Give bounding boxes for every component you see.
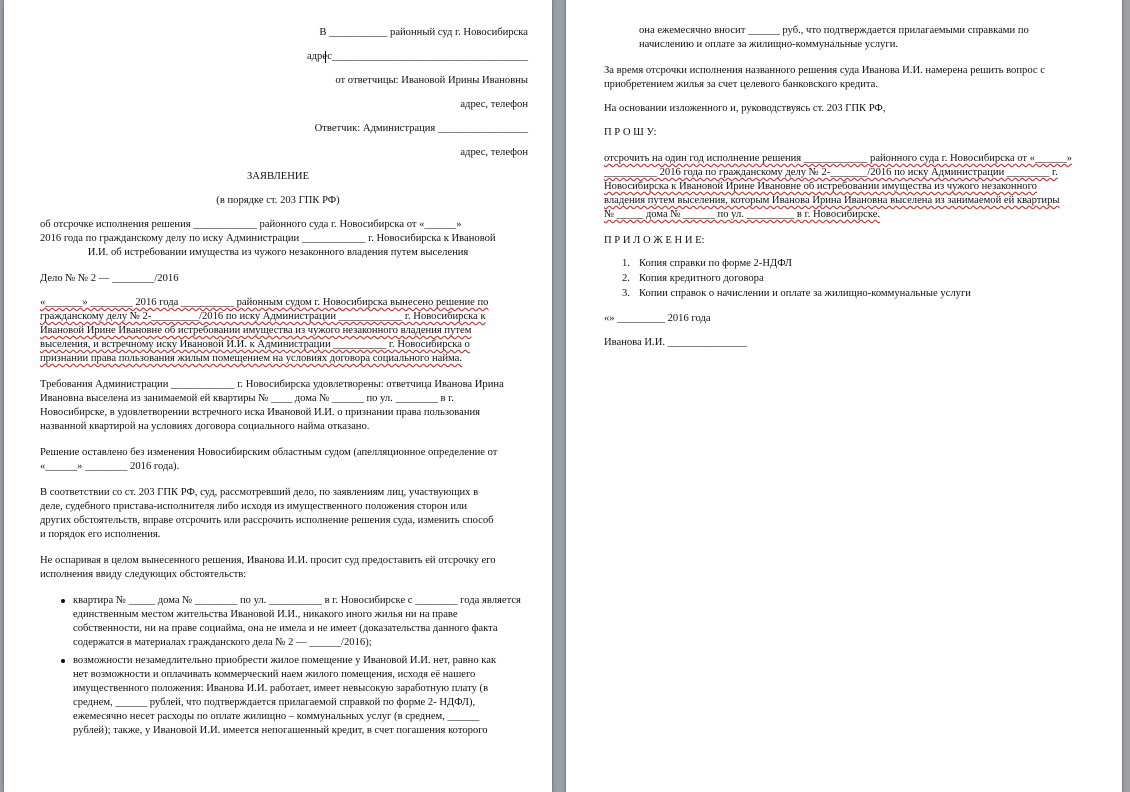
paragraph-line: На основании изложенного и, руководствуясь ст. 203 ГПК РФ, bbox=[604, 103, 886, 114]
paragraph-line: Новосибирске, в удовлетворении встречного иска Ивановой И.И. о признании права пользования bbox=[40, 407, 481, 418]
paragraph-line: За время отсрочки исполнения названного решения суда Иванова И.И. намерена решить вопрос с bbox=[604, 65, 1045, 76]
paragraph-line: В соответствии со ст. 203 ГПК РФ, суд, рассмотревший дело, по заявлениям лиц, участвующих в bbox=[40, 487, 479, 498]
bullet-icon bbox=[61, 659, 65, 663]
header-defendant-line: Ответчик: Администрация _________________ bbox=[314, 123, 528, 134]
document-title: ЗАЯВЛЕНИЕ bbox=[246, 171, 310, 182]
bullet-line: возможности незамедлительно приобрести жилое помещение у Ивановой И.И. нет, равно как bbox=[73, 655, 497, 666]
paragraph-line: Решение оставлено без изменения Новосибирским областным судом (апелляционное определение от bbox=[40, 447, 498, 458]
appendix-item: Копия кредитного договора bbox=[639, 273, 764, 284]
header-from-line: от ответчицы: Ивановой Ирины Ивановны bbox=[335, 75, 528, 86]
paragraph-line: гражданскому делу № 2-_________/2016 по иску Администрации ____________ г. Новосибирска к bbox=[40, 311, 486, 322]
header-contact-line-2: адрес, телефон bbox=[460, 147, 528, 158]
header-court-line: В ___________ районный суд г. Новосибирска bbox=[319, 27, 528, 38]
signature-line: Иванова И.И. _______________ bbox=[604, 337, 748, 348]
bullet-line: нет возможности и оплачивать коммерческий наем жилого помещения, исходя её нашего bbox=[73, 669, 476, 680]
bullet-line: содержатся в материалах гражданского дела № 2 — ______/2016); bbox=[73, 637, 372, 648]
paragraph-line: выселения, и встречному иску Ивановой И.И. к Администрации __________ г. Новосибирска о bbox=[40, 339, 470, 350]
date-line: «» _________ 2016 года bbox=[604, 313, 711, 324]
paragraph-line: «______» ________ 2016 года). bbox=[40, 461, 180, 472]
paragraph-line: Не оспаривая в целом вынесенного решения, Иванова И.И. просит суд предоставить ей отсрочку его bbox=[40, 555, 496, 566]
about-line: об отсрочке исполнения решения ____________ районного суда г. Новосибирска от «______» bbox=[40, 219, 462, 230]
paragraph-line: Требования Администрации ____________ г. Новосибирска удовлетворены: ответчица Иванова Ирина bbox=[40, 379, 504, 390]
paragraph-line: Ивановой Ирине Ивановне об истребовании имущества из чужого незаконного владения путем bbox=[40, 325, 472, 336]
paragraph-line: и порядок его исполнения. bbox=[40, 529, 161, 540]
header-address-line: адрес_____________________________________ bbox=[306, 51, 528, 62]
request-line: __________ 2016 года по гражданскому делу № 2-_______/2016 по иску Администрации ________ г. bbox=[604, 167, 1058, 178]
case-number: Дело № № 2 — ________/2016 bbox=[40, 273, 179, 284]
appendix-item: Копия справки по форме 2-НДФЛ bbox=[639, 258, 792, 269]
about-line: 2016 года по гражданскому делу по иску Администрации ____________ г. Новосибирска к Ивановой bbox=[40, 233, 496, 244]
paragraph-line: деле, судебного пристава-исполнителя либо исходя из имущественного положения сторон или bbox=[40, 501, 468, 512]
bullet-line: единственным местом жительства Ивановой И.И., никакого иного жилья ни на праве bbox=[73, 609, 458, 620]
appendix-number: 1. bbox=[622, 258, 630, 269]
paragraph-line: названной квартирой на условиях договора социального найма отказано. bbox=[40, 421, 370, 432]
document-page-left bbox=[4, 0, 552, 792]
about-line: И.И. об истребовании имущества из чужого незаконного владения путем выселения bbox=[87, 247, 469, 258]
header-contact-line: адрес, телефон bbox=[460, 99, 528, 110]
paragraph-line: приобретением жилья за счет целевого банковского кредита. bbox=[604, 79, 879, 90]
paragraph-line: исполнения ввиду следующих обстоятельств: bbox=[40, 569, 247, 580]
bullet-line: собственности, ни на праве социайма, она не имела и не имеет (доказательства данного факта bbox=[73, 623, 498, 634]
bullet-line: рублей); также, у Ивановой И.И. имеется непогашенный кредит, в счет погашения которого bbox=[73, 725, 488, 736]
appendix-heading: П Р И Л О Ж Е Н И Е: bbox=[604, 235, 705, 246]
bullet-icon bbox=[61, 599, 65, 603]
paragraph-line: «_______» ________ 2016 года __________ районным судом г. Новосибирска вынесено решение по bbox=[40, 297, 489, 308]
request-line: Новосибирска к Ивановой Ирине Ивановне об истребовании имущества из чужого незаконного bbox=[604, 181, 1037, 192]
continuation-line: она ежемесячно вносит ______ руб., что подтверждается прилагаемыми справками по bbox=[639, 25, 1029, 36]
paragraph-line: признании права пользования жилым помещением на условиях договора социального найма. bbox=[40, 353, 462, 364]
appendix-number: 3. bbox=[622, 288, 630, 299]
paragraph-line: Ивановна выселена из занимаемой ей квартиры № ____ дома № ______ по ул. ________ в г. bbox=[40, 393, 454, 404]
request-line: отсрочить на один год исполнение решения ____________ районного суда г. Новосибирска от «______» bbox=[604, 153, 1073, 164]
continuation-line: начислению и оплате за жилищно-коммунальные услуги. bbox=[639, 39, 899, 50]
request-line: № _____ дома № ______ по ул. _________ в г. Новосибирске. bbox=[604, 209, 881, 220]
paragraph-line: других обстоятельств, вправе отсрочить или рассрочить исполнение решения суда, изменить способ bbox=[40, 515, 494, 526]
document-page-right bbox=[566, 0, 1122, 792]
appendix-number: 2. bbox=[622, 273, 630, 284]
request-line: владения путем выселения, которым Иванова Ирина Ивановна выселена из занимаемой ей квартиры bbox=[604, 195, 1060, 206]
bullet-line: имущественного положения: Иванова И.И. работает, имеет невысокую заработную плату (в bbox=[73, 683, 489, 694]
bullet-line: квартира № _____ дома № ________ по ул. __________ в г. Новосибирске с ________ года является bbox=[73, 595, 521, 606]
appendix-item: Копии справок о начислении и оплате за жилищно-коммунальные услуги bbox=[639, 288, 971, 299]
document-subtitle: (в порядке ст. 203 ГПК РФ) bbox=[216, 195, 340, 206]
bullet-line: ежемесячно несет расходы по оплате жилищно – коммунальных услуг (в среднем, ______ bbox=[73, 711, 480, 722]
bullet-line: среднем, ______ рублей, что подтверждается прилагаемой справкой по форме 2- НДФЛ), bbox=[73, 697, 476, 708]
request-heading: П Р О Ш У: bbox=[604, 127, 657, 138]
